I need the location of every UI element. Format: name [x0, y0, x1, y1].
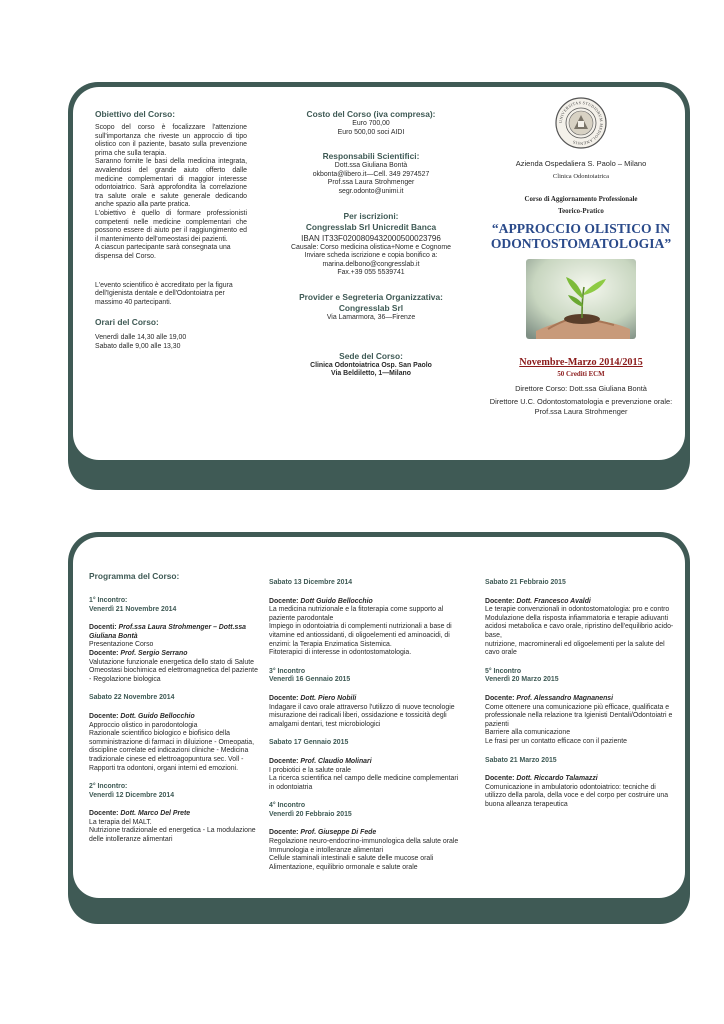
cover-column — [483, 97, 679, 416]
course-title: “APPROCCIO OLISTICO IN ODONTOSTOMATOLOGIA” — [490, 220, 672, 251]
topic-line: nutrizione, macrominerali ed oligoelementi per la salute del cavo orale — [485, 640, 665, 657]
course-director: Direttore Corso: Dott.ssa Giuliana Bontà — [515, 383, 647, 393]
provider-name: Congresslab Srl — [338, 302, 404, 313]
teacher-label: Docente: — [89, 649, 121, 657]
session-label: 4° Incontro — [269, 802, 306, 810]
objective-paragraph: A ciascun partecipante sarà consegnata una dispensa del Corso. — [95, 244, 231, 260]
programme-col-1 — [89, 597, 259, 845]
teacher-line — [485, 598, 675, 607]
enrollment-title: Per iscrizioni: — [343, 210, 399, 221]
topic-line: Come ottenere una comunicazione più efficace, qualificata e professionale nella relazione tra Igienisti Dentali/Odontoiatri e pazienti — [485, 703, 673, 728]
teacher-line — [485, 775, 675, 784]
session-label: 1° Incontro: — [89, 597, 128, 604]
bank-name: Congresslab Srl Unicredit Banca — [305, 221, 437, 232]
teacher-name: Dott. Riccardo Talamazzi — [516, 775, 598, 783]
teacher-label: Docente: — [269, 597, 301, 605]
session-date: Sabato 17 Gennaio 2015 — [269, 739, 349, 747]
venue-line: Via Beldiletto, 1—Milano — [331, 370, 411, 378]
brochure-outer-content — [73, 87, 685, 460]
schedule-line: Venerdì dalle 14,30 alle 19,00 — [95, 334, 187, 342]
teacher-line — [269, 695, 465, 704]
teacher-label: Docente: — [485, 775, 517, 783]
topic-line: La ricerca scientifica nel campo delle medicine complementari in odontoiatria — [269, 775, 459, 791]
teacher-name: Prof. Alessandro Magnanensi — [516, 694, 614, 702]
teacher-line — [89, 650, 259, 659]
topic-line: Approccio olistico in parodontologia — [89, 721, 198, 729]
topic-line: Le frasi per un contatto efficace con il paziente — [485, 737, 627, 745]
teacher-line — [269, 758, 465, 767]
schedule-title: Orari del Corso: — [95, 317, 159, 328]
topic-line: Indagare il cavo orale attraverso l'utilizzo di nuove tecnologie — [269, 703, 455, 711]
ecm-credits: 50 Crediti ECM — [557, 371, 605, 379]
teacher-label: Docente: — [269, 829, 301, 837]
clinic-name: Clinica Odontoiatrica — [552, 173, 610, 180]
topic-line: I probiotici e la salute orale — [269, 766, 351, 774]
session-date: Venerdì 20 Marzo 2015 — [485, 676, 559, 684]
accreditation-note: L'evento scientifico è accreditato per la figura dell'Igienista dentale e dell'Odontoiatra per massimo 40 partecipanti. — [95, 281, 233, 306]
manager-line: Prof.ssa Laura Strohmenger — [327, 179, 415, 187]
enrollment-line: marina.delbono@congresslab.it — [322, 260, 420, 268]
topic-line: Alimentazione, equilibrio ormonale e salute orale — [269, 863, 418, 871]
teacher-name: Dott. Francesco Avaldi — [516, 597, 591, 605]
session-label: 3° Incontro — [269, 667, 306, 675]
iban: IBAN IT33F0200809432000500023796 — [301, 233, 441, 243]
objective-column — [95, 109, 247, 351]
teacher-line — [89, 713, 259, 722]
objective-title: Obiettivo del Corso: — [95, 109, 176, 119]
topic-line: misurazione dei radicali liberi, ossidazione e tossicità degli amalgami dentari, test microbiologici — [269, 712, 447, 728]
teacher-line — [269, 829, 465, 838]
teacher-name: Dott Guido Bellocchio — [300, 597, 373, 605]
info-column — [273, 109, 469, 379]
teacher-label: Docente: — [485, 694, 517, 702]
session-date: Venerdì 16 Gennaio 2015 — [269, 676, 351, 684]
manager-line: okbonta@libero.it—Cell. 349 2974527 — [312, 170, 430, 178]
session-label: 5° Incontro — [485, 667, 522, 675]
objective-paragraph: Scopo del corso è focalizzare l'attenzione sull'importanza che riveste un approccio di tipo olistico con il paziente, basato sulla prevenzione prima che sulla terapia. — [95, 124, 247, 157]
topic-line: Omeostasi biochimica ed elettromagnetica del paziente - Regolazione biologica — [89, 667, 258, 683]
teacher-name: Prof. Sergio Serrano — [120, 649, 188, 657]
programme-panel — [68, 532, 690, 924]
seal-lettering: UNIVERSITAS STUDIORUM MEDIOLANENSIS — [557, 99, 605, 147]
teacher-label: Docenti: — [89, 624, 119, 632]
session-date: Sabato 13 Dicembre 2014 — [269, 579, 353, 586]
programme-title: Programma del Corso: — [89, 571, 180, 581]
cost-title: Costo del Corso (iva compresa): — [306, 109, 436, 119]
cost-line: Euro 500,00 soci AIDI — [337, 128, 405, 136]
teacher-name: Dott. Marco Del Prete — [120, 810, 191, 818]
teacher-name: Dott. Guido Bellocchio — [120, 712, 195, 720]
course-dates: Novembre-Marzo 2014/2015 — [519, 356, 643, 368]
plant-in-hands-photo — [526, 259, 636, 339]
enrollment-line: Inviare scheda iscrizione e copia bonifico a: — [304, 252, 438, 260]
schedule-line: Sabato dalle 9,00 alle 13,30 — [95, 342, 181, 350]
managers-title: Responsabili Scientifici: — [322, 151, 420, 162]
teacher-label: Docente: — [485, 597, 517, 605]
venue-line: Clinica Odontoiatrica Osp. San Paolo — [310, 361, 432, 369]
session-label: 2° Incontro: — [89, 783, 128, 791]
topic-line: Nutrizione tradizionale ed energetica - La modulazione delle intolleranze alimentari — [89, 827, 256, 844]
teacher-line — [89, 624, 259, 641]
manager-line: segr.odonto@unimi.it — [338, 187, 404, 195]
programme-content — [73, 537, 685, 898]
session-date: Sabato 21 Febbraio 2015 — [485, 579, 566, 586]
provider-address: Via Lamarmora, 36—Firenze — [326, 313, 416, 321]
uoc-director: Direttore U.C. Odontostomatologia e prevenzione orale: Prof.ssa Laura Strohmenger — [489, 397, 673, 416]
teacher-label: Docente: — [269, 694, 301, 702]
manager-line: Dott.ssa Giuliana Bontà — [334, 162, 408, 170]
course-type-line: Teorico-Pratico — [558, 208, 604, 216]
university-seal-icon — [555, 97, 607, 149]
session-date: Sabato 21 Marzo 2015 — [485, 756, 557, 764]
teacher-label: Docente: — [269, 757, 301, 765]
cost-line: Euro 700,00 — [352, 120, 390, 127]
programme-col-3 — [485, 579, 675, 809]
teacher-name: Dott. Piero Nobili — [300, 694, 357, 702]
objective-paragraph: L'obiettivo è quello di formare professionisti competenti nelle medicine complementari che possono essere di aiuto per il raggiungimento ed il mantenimento dell'omeostasi dei pazienti. — [95, 209, 247, 243]
brochure-outer-panel — [68, 82, 690, 490]
session-date: Venerdì 21 Novembre 2014 — [89, 605, 177, 613]
programme-col-2 — [269, 579, 465, 872]
teacher-line — [89, 810, 259, 819]
teacher-name: Prof. Giuseppe Di Fede — [300, 829, 377, 837]
hospital-name: Azienda Ospedaliera S. Paolo – Milano — [515, 159, 647, 168]
topic-line: Modulazione della risposta infiammatoria e terapie adiuvanti — [485, 614, 669, 622]
topic-line: Le terapie convenzionali in odontostomatologia: pro e contro — [485, 606, 670, 614]
teacher-name: Prof.ssa Laura Strohmenger – Dott.ssa Giuliana Bontà — [89, 624, 246, 640]
session-date: Sabato 22 Novembre 2014 — [89, 694, 175, 702]
objective-paragraph: Saranno fornite le basi della medicina integrata, avvalendosi del grande aiuto offerto dalle medicine complementari di maggior interesse odontoiatrico. Sarà approfondita la correlazione tra salute orale e salute generale dedicando anche spazio alla parte pratica. — [95, 158, 247, 209]
venue-title: Sede del Corso: — [339, 350, 403, 361]
teacher-label: Docente: — [89, 712, 121, 720]
course-type-line: Corso di Aggiornamento Professionale — [524, 195, 638, 203]
topic-line: Comunicazione in ambulatorio odontoiatrico: tecniche di utilizzo della parola, della voce e del corpo per costruire una buona alleanza terapeutica — [485, 783, 669, 808]
topic-line: Immunologia e intolleranze alimentari — [269, 846, 384, 854]
session-date: Venerdì 12 Dicembre 2014 — [89, 791, 175, 799]
topic-line: La medicina nutrizionale e la fitoterapia come supporto al paziente parodontale — [269, 606, 444, 622]
teacher-name: Prof. Claudio Molinari — [300, 757, 372, 765]
topic-line: Valutazione funzionale energetica dello stato di Salute — [89, 658, 254, 666]
topic-line: Razionale scientifico biologico e biofisico della somministrazione di farmaci in diluizione - Omeopatia, discipline correlate ed indicazioni cliniche - Medicina tradizionale cinese ed elettroagopuntura sec. Voll - Rapporti tra odontoni, organi interni ed emozioni. — [89, 730, 255, 772]
topic-line: Presentazione Corso — [89, 641, 154, 649]
enrollment-line: Causale: Corso medicina olistica+Nome e Cognome — [291, 243, 451, 251]
topic-line: Barriere alla comunicazione — [485, 729, 571, 737]
topic-line: acidosi metabolica e cavo orale, ripristino dell'equilibrio acido-base, — [485, 623, 674, 639]
topic-line: Impiego in odontoiatria di complementi nutrizionali a base di vitamine ed antiossidanti, di oligoelementi ed aminoacidi, di enzimi: la Terapia Enzimatica Sistemica. — [269, 623, 452, 648]
topic-line: Fitoterapici di interesse in odontostomatologia. — [269, 649, 412, 657]
enrollment-line: Fax.+39 055 5539741 — [337, 269, 405, 277]
teacher-label: Docente: — [89, 810, 121, 818]
teacher-line — [485, 695, 675, 704]
provider-title: Provider e Segreteria Organizzativa: — [299, 291, 443, 302]
teacher-line — [269, 598, 465, 607]
topic-line: Cellule staminali intestinali e salute delle mucose orali — [269, 855, 434, 863]
topic-line: La terapia del MALT. — [89, 818, 152, 826]
session-date: Venerdì 20 Febbraio 2015 — [269, 810, 352, 818]
topic-line: Regolazione neuro-endocrino-immunologica della salute orale — [269, 838, 459, 846]
